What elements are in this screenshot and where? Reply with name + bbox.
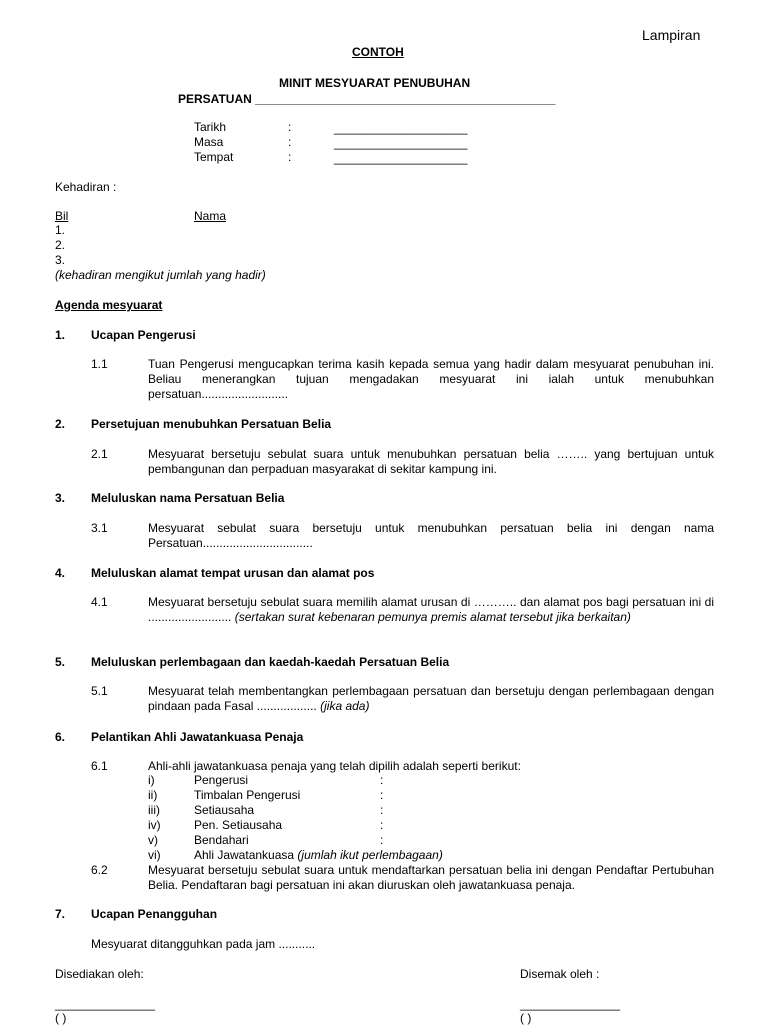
attendance-row: 1. bbox=[55, 223, 66, 237]
item-number: 6. bbox=[55, 730, 66, 744]
attendance-col-bil: Bil bbox=[55, 209, 69, 223]
item-title: Meluluskan nama Persatuan Belia bbox=[91, 491, 285, 505]
item-number: 4. bbox=[55, 566, 66, 580]
sub-number: 3.1 bbox=[91, 521, 108, 535]
committee-role: Bendahari bbox=[194, 833, 249, 847]
attendance-row: 2. bbox=[55, 238, 66, 252]
item-number: 7. bbox=[55, 907, 66, 921]
sub-paragraph-text: Mesyuarat telah membentangkan perlembagaan persatuan dan bersetuju dengan perlembagaan dengan pindaan pada Fasal .................. bbox=[148, 684, 714, 713]
meta-colon: : bbox=[288, 120, 292, 134]
committee-role: Timbalan Pengerusi bbox=[194, 788, 301, 802]
adjournment-text: Mesyuarat ditangguhkan pada jam ........... bbox=[91, 937, 316, 951]
sub-number: 6.2 bbox=[91, 863, 108, 877]
attendance-row: 3. bbox=[55, 253, 66, 267]
committee-role: Setiausaha bbox=[194, 803, 255, 817]
sub-paragraph: Mesyuarat sebulat suara bersetuju untuk menubuhkan persatuan belia ini dengan nama Persatuan................................. bbox=[148, 521, 714, 550]
committee-colon: : bbox=[380, 818, 384, 832]
sub-paragraph-text: Mesyuarat bersetuju sebulat suara memilih alamat urusan di ……….. dan alamat pos bagi persatuan ini di ......................... bbox=[148, 595, 714, 624]
item-title: Persetujuan menubuhkan Persatuan Belia bbox=[91, 417, 332, 431]
reviewed-signature-line: _______________ bbox=[520, 997, 621, 1011]
meta-colon: : bbox=[288, 150, 292, 164]
committee-colon: : bbox=[380, 803, 384, 817]
prepared-name-bracket: ( ) bbox=[55, 1011, 67, 1025]
meta-blank-tempat: ____________________ bbox=[334, 151, 468, 165]
item-title: Pelantikan Ahli Jawatankuasa Penaja bbox=[91, 730, 304, 744]
committee-colon: : bbox=[380, 788, 384, 802]
meta-label-masa: Masa bbox=[194, 135, 224, 149]
sub-number: 4.1 bbox=[91, 595, 108, 609]
committee-role: Pen. Setiausaha bbox=[194, 818, 283, 832]
committee-note: (jumlah ikut perlembagaan) bbox=[297, 848, 443, 862]
committee-roman: i) bbox=[148, 773, 155, 787]
sub-number: 5.1 bbox=[91, 684, 108, 698]
committee-colon: : bbox=[380, 833, 384, 847]
attendance-note: (kehadiran mengikut jumlah yang hadir) bbox=[55, 268, 266, 282]
sub-paragraph bbox=[148, 595, 714, 625]
item-title: Ucapan Pengerusi bbox=[91, 328, 196, 342]
committee-roman: v) bbox=[148, 833, 158, 847]
item-number: 5. bbox=[55, 655, 66, 669]
sub-number: 6.1 bbox=[91, 759, 108, 773]
committee-roman: ii) bbox=[148, 788, 158, 802]
committee-role: Ahli Jawatankuasa bbox=[194, 848, 295, 862]
sub-paragraph: Tuan Pengerusi mengucapkan terima kasih kepada semua yang hadir dalam mesyuarat penubuhan ini. Beliau menerangkan tujuan mengadakan mesyuarat ini ialah untuk menubuhkan persatuan.......................... bbox=[148, 357, 714, 401]
prepared-signature-line: _______________ bbox=[55, 997, 156, 1011]
meta-blank-tarikh: ____________________ bbox=[334, 121, 468, 135]
item-number: 3. bbox=[55, 491, 66, 505]
contoh-heading: CONTOH bbox=[352, 45, 404, 59]
item-number: 2. bbox=[55, 417, 66, 431]
document-title: MINIT MESYUARAT PENUBUHAN bbox=[279, 76, 471, 90]
persatuan-line: PERSATUAN _____________________________________________ bbox=[178, 92, 556, 106]
sub-paragraph: Ahli-ahli jawatankuasa penaja yang telah dipilih adalah seperti berikut: bbox=[148, 759, 521, 773]
committee-roman: iv) bbox=[148, 818, 161, 832]
attendance-heading: Kehadiran : bbox=[55, 180, 117, 194]
sub-paragraph bbox=[148, 684, 714, 714]
sub-number: 1.1 bbox=[91, 357, 108, 371]
meta-label-tarikh: Tarikh bbox=[194, 120, 227, 134]
committee-roman: vi) bbox=[148, 848, 161, 862]
meta-blank-masa: ____________________ bbox=[334, 136, 468, 150]
meta-label-tempat: Tempat bbox=[194, 150, 234, 164]
sub-paragraph: Mesyuarat bersetuju sebulat suara untuk mendaftarkan persatuan belia ini dengan Pendaftar Pertubuhan Belia. Pendaftaran bagi persatuan ini akan diuruskan oleh jawatankuasa penaja. bbox=[148, 863, 714, 892]
reviewed-name-bracket: ( ) bbox=[520, 1011, 532, 1025]
item-title: Ucapan Penangguhan bbox=[91, 907, 218, 921]
committee-colon: : bbox=[380, 773, 384, 787]
committee-role-row bbox=[194, 848, 443, 863]
sub-paragraph-italic-note: (sertakan surat kebenaran pemunya premis alamat tersebut jika berkaitan) bbox=[234, 610, 631, 624]
reviewed-by-label: Disemak oleh : bbox=[520, 967, 600, 981]
agenda-heading: Agenda mesyuarat bbox=[55, 298, 163, 312]
sub-paragraph-italic-note: (jika ada) bbox=[320, 699, 370, 713]
prepared-by-label: Disediakan oleh: bbox=[55, 967, 144, 981]
committee-roman: iii) bbox=[148, 803, 160, 817]
sub-number: 2.1 bbox=[91, 447, 108, 461]
meta-colon: : bbox=[288, 135, 292, 149]
item-number: 1. bbox=[55, 328, 66, 342]
item-title: Meluluskan perlembagaan dan kaedah-kaedah Persatuan Belia bbox=[91, 655, 450, 669]
item-title: Meluluskan alamat tempat urusan dan alamat pos bbox=[91, 566, 375, 580]
lampiran-label: Lampiran bbox=[642, 27, 701, 43]
committee-role: Pengerusi bbox=[194, 773, 249, 787]
sub-paragraph: Mesyuarat bersetuju sebulat suara untuk menubuhkan persatuan belia …….. yang bertujuan untuk pembangunan dan perpaduan masyarakat di sekitar kampung ini. bbox=[148, 447, 714, 476]
attendance-col-nama: Nama bbox=[194, 209, 227, 223]
